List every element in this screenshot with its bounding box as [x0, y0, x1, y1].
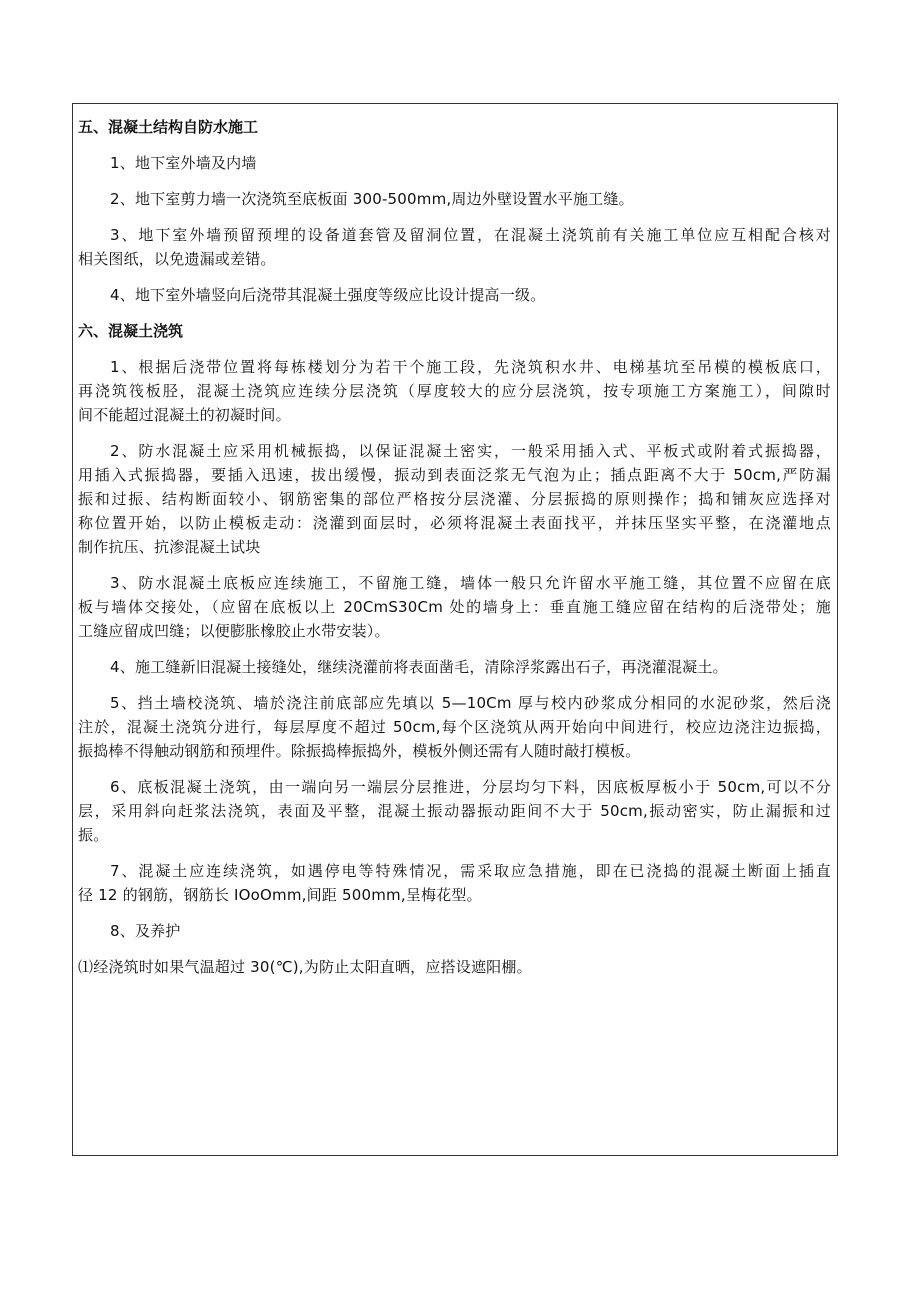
- paragraph-line: 注於，混凝土浇筑分进行，每层厚度不超过 50cm,每个区浇筑从两开始向中间进行，校应边浇注边振捣，: [78, 718, 831, 736]
- paragraph-6-1: [78, 355, 831, 427]
- paragraph-6-6: [78, 775, 831, 847]
- paragraph-line: 3、防水混凝土底板应连续施工，不留施工缝，墙体一般只允许留水平施工缝，其位置不应留在底: [110, 574, 831, 592]
- paragraph-line: 再浇筑筏板胫，混凝土浇筑应连续分层浇筑（厚度较大的应分层浇筑，按专项施工方案施工），间隙时: [78, 382, 831, 400]
- paragraph-line: 5、挡土墙校浇筑、墙於浇注前底部应先填以 5—10Cm 厚与校内砂浆成分相同的水泥砂浆，然后浇: [110, 694, 831, 712]
- paragraph-line: 板与墙体交接处，（应留在底板以上 20CmS30Cm 处的墙身上：垂直施工缝应留在结构的后浇带处；施: [78, 598, 831, 616]
- paragraph-line: 2、地下室剪力墙一次浇筑至底板面 300-500mm,周边外壁设置水平施工缝。: [110, 190, 634, 208]
- paragraph-line: ⑴经浇筑时如果气温超过 30(℃),为防止太阳直晒，应搭设遮阳棚。: [78, 958, 532, 976]
- paragraph-line: 3、地下室外墙预留预埋的设备道套管及留洞位置，在混凝土浇筑前有关施工单位应互相配合核对: [110, 226, 831, 244]
- section-heading-5: 五、混凝土结构自防水施工: [78, 118, 259, 136]
- paragraph-5-4: [78, 283, 831, 307]
- paragraph-6-9: [78, 955, 831, 979]
- paragraph-line: 1、地下室外墙及内墙: [110, 154, 257, 172]
- paragraph-line: 6、底板混凝土浇筑，由一端向另一端层分层推进，分层均匀下料，因底板厚板小于 50cm,可以不分: [110, 778, 831, 796]
- paragraph-5-2: [78, 187, 831, 211]
- paragraph-line: 相关图纸，以免遗漏或差错。: [78, 250, 276, 268]
- paragraph-6-8: [78, 919, 831, 943]
- paragraph-line: 振。: [78, 826, 109, 844]
- paragraph-line: 4、施工缝新旧混凝土接缝处，继续浇灌前将表面凿毛，清除浮浆露出石子，再浇灌混凝土。: [110, 658, 728, 676]
- paragraph-line: 7、混凝土应连续浇筑，如遇停电等特殊情况，需采取应急措施，即在已浇捣的混凝土断面上插直: [110, 862, 831, 880]
- paragraph-line: 4、地下室外墙竖向后浇带其混凝土强度等级应比设计提高一级。: [110, 286, 546, 304]
- paragraph-line: 径 12 的钢筋，钢筋长 IOoOmm,间距 500mm,呈梅花型。: [78, 886, 482, 904]
- paragraph-line: 振和过振、结构断面较小、钢筋密集的部位严格按分层浇灌、分层振捣的原则操作；捣和铺灰应选择对: [78, 490, 831, 508]
- paragraph-line: 间不能超过混凝土的初凝时间。: [78, 406, 291, 424]
- paragraph-line: 2、防水混凝土应采用机械振捣，以保证混凝土密实，一般采用插入式、平板式或附着式振捣器，: [110, 442, 831, 460]
- paragraph-5-1: [78, 151, 831, 175]
- paragraph-6-5: [78, 691, 831, 763]
- paragraph-line: 用插入式振捣器，要插入迅速，拔出缓慢，振动到表面泛浆无气泡为止；插点距离不大于 50cm,严防漏: [78, 466, 831, 484]
- paragraph-line: 工缝应留成凹缝；以便膨胀橡胶止水带安装）。: [78, 622, 390, 640]
- paragraph-6-2: [78, 439, 831, 559]
- paragraph-line: 层，采用斜向赶浆法浇筑，表面及平整，混凝土振动器振动距间不大于 50cm,振动密实，防止漏振和过: [78, 802, 831, 820]
- paragraph-6-3: [78, 571, 831, 643]
- paragraph-6-7: [78, 859, 831, 907]
- paragraph-line: 称位置开始，以防止模板走动：浇灌到面层时，必须将混凝土表面找平，并抹压坚实平整，在浇灌地点: [78, 514, 831, 532]
- document-frame: [72, 103, 838, 1156]
- paragraph-6-4: [78, 655, 831, 679]
- paragraph-line: 8、及养护: [110, 922, 181, 940]
- section-heading-6: 六、混凝土浇筑: [78, 322, 184, 340]
- paragraph-5-3: [78, 223, 831, 271]
- paragraph-line: 1、根据后浇带位置将每栋楼划分为若干个施工段，先浇筑积水井、电梯基坑至吊模的模板底口，: [110, 358, 831, 376]
- paragraph-line: 制作抗压、抗渗混凝土试块: [78, 538, 261, 556]
- paragraph-line: 振捣棒不得触动钢筋和预埋件。除振捣棒振捣外，模板外侧还需有人随时敲打模板。: [78, 742, 641, 760]
